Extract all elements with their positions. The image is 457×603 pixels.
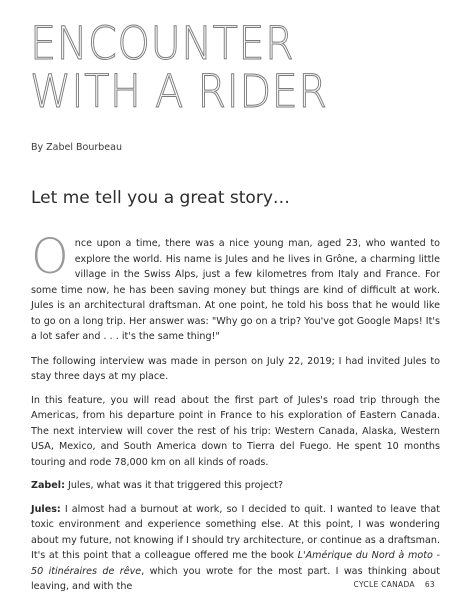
qa-text: I almost had a burnout at work, so I decided to quit. I wanted to leave that toxic environment and experience something else. At this point, I was wondering about my future, not knowing if I should try architecture, or continue as a draftsman. It's at this point that a colleague offered me the book <box>31 503 440 561</box>
magazine-name: CYCLE CANADA <box>353 580 415 589</box>
paragraph-interview-date: The following interview was made in person on July 22, 2019; I had invited Jules to stay three days at my place. <box>31 355 440 382</box>
page-footer <box>354 580 435 589</box>
article-title <box>30 17 328 118</box>
page-number: 63 <box>424 580 435 589</box>
speaker-label: Zabel: <box>31 480 65 491</box>
article-body <box>31 229 440 603</box>
intro-paragraph <box>31 229 440 345</box>
subheading: Let me tell you a great story… <box>31 188 290 208</box>
book-title: L'Amérique du Nord à moto - 50 itinéraires de rêve <box>31 550 440 577</box>
qa-text: Jules, what was it that triggered this project? <box>64 480 284 491</box>
byline: By Zabel Bourbeau <box>31 142 122 153</box>
paragraph-feature-overview: In this feature, you will read about the first part of Jules's road trip through the Americas, from his departure point in France to his exploration of Eastern Canada. The next interview will cover the rest of his trip: Western Canada, Alaska, Western USA, Mexico, and South America down to Tierra del Fuego. He spent 10 months touring and rode 78,000 km on all kinds of roads. <box>31 394 440 468</box>
qa-question <box>31 478 440 494</box>
intro-text: nce upon a time, there was a nice young man, aged 23, who wanted to explore the world. His name is Jules and he lives in Grône, a charming little village in the Swiss Alps, just a few kilometres from Italy and France. For some time now, he has been saving money but things are kind of difficult at work. Jules is an architectural draftsman. At one point, he told his boss that he would like to go on a long trip. Her answer was: "Why go on a trip? You've got Google Maps! It's a lot safer and . . . it's the same thing!" <box>31 238 440 342</box>
title-line-1: ENCOUNTER <box>30 17 295 70</box>
qa-text-continued: , which you wrote for the most part. I was thinking about leaving, and with the <box>31 565 440 592</box>
drop-cap: O <box>31 229 69 285</box>
speaker-label: Jules: <box>31 503 61 515</box>
title-line-2: WITH A RIDER <box>30 65 328 118</box>
